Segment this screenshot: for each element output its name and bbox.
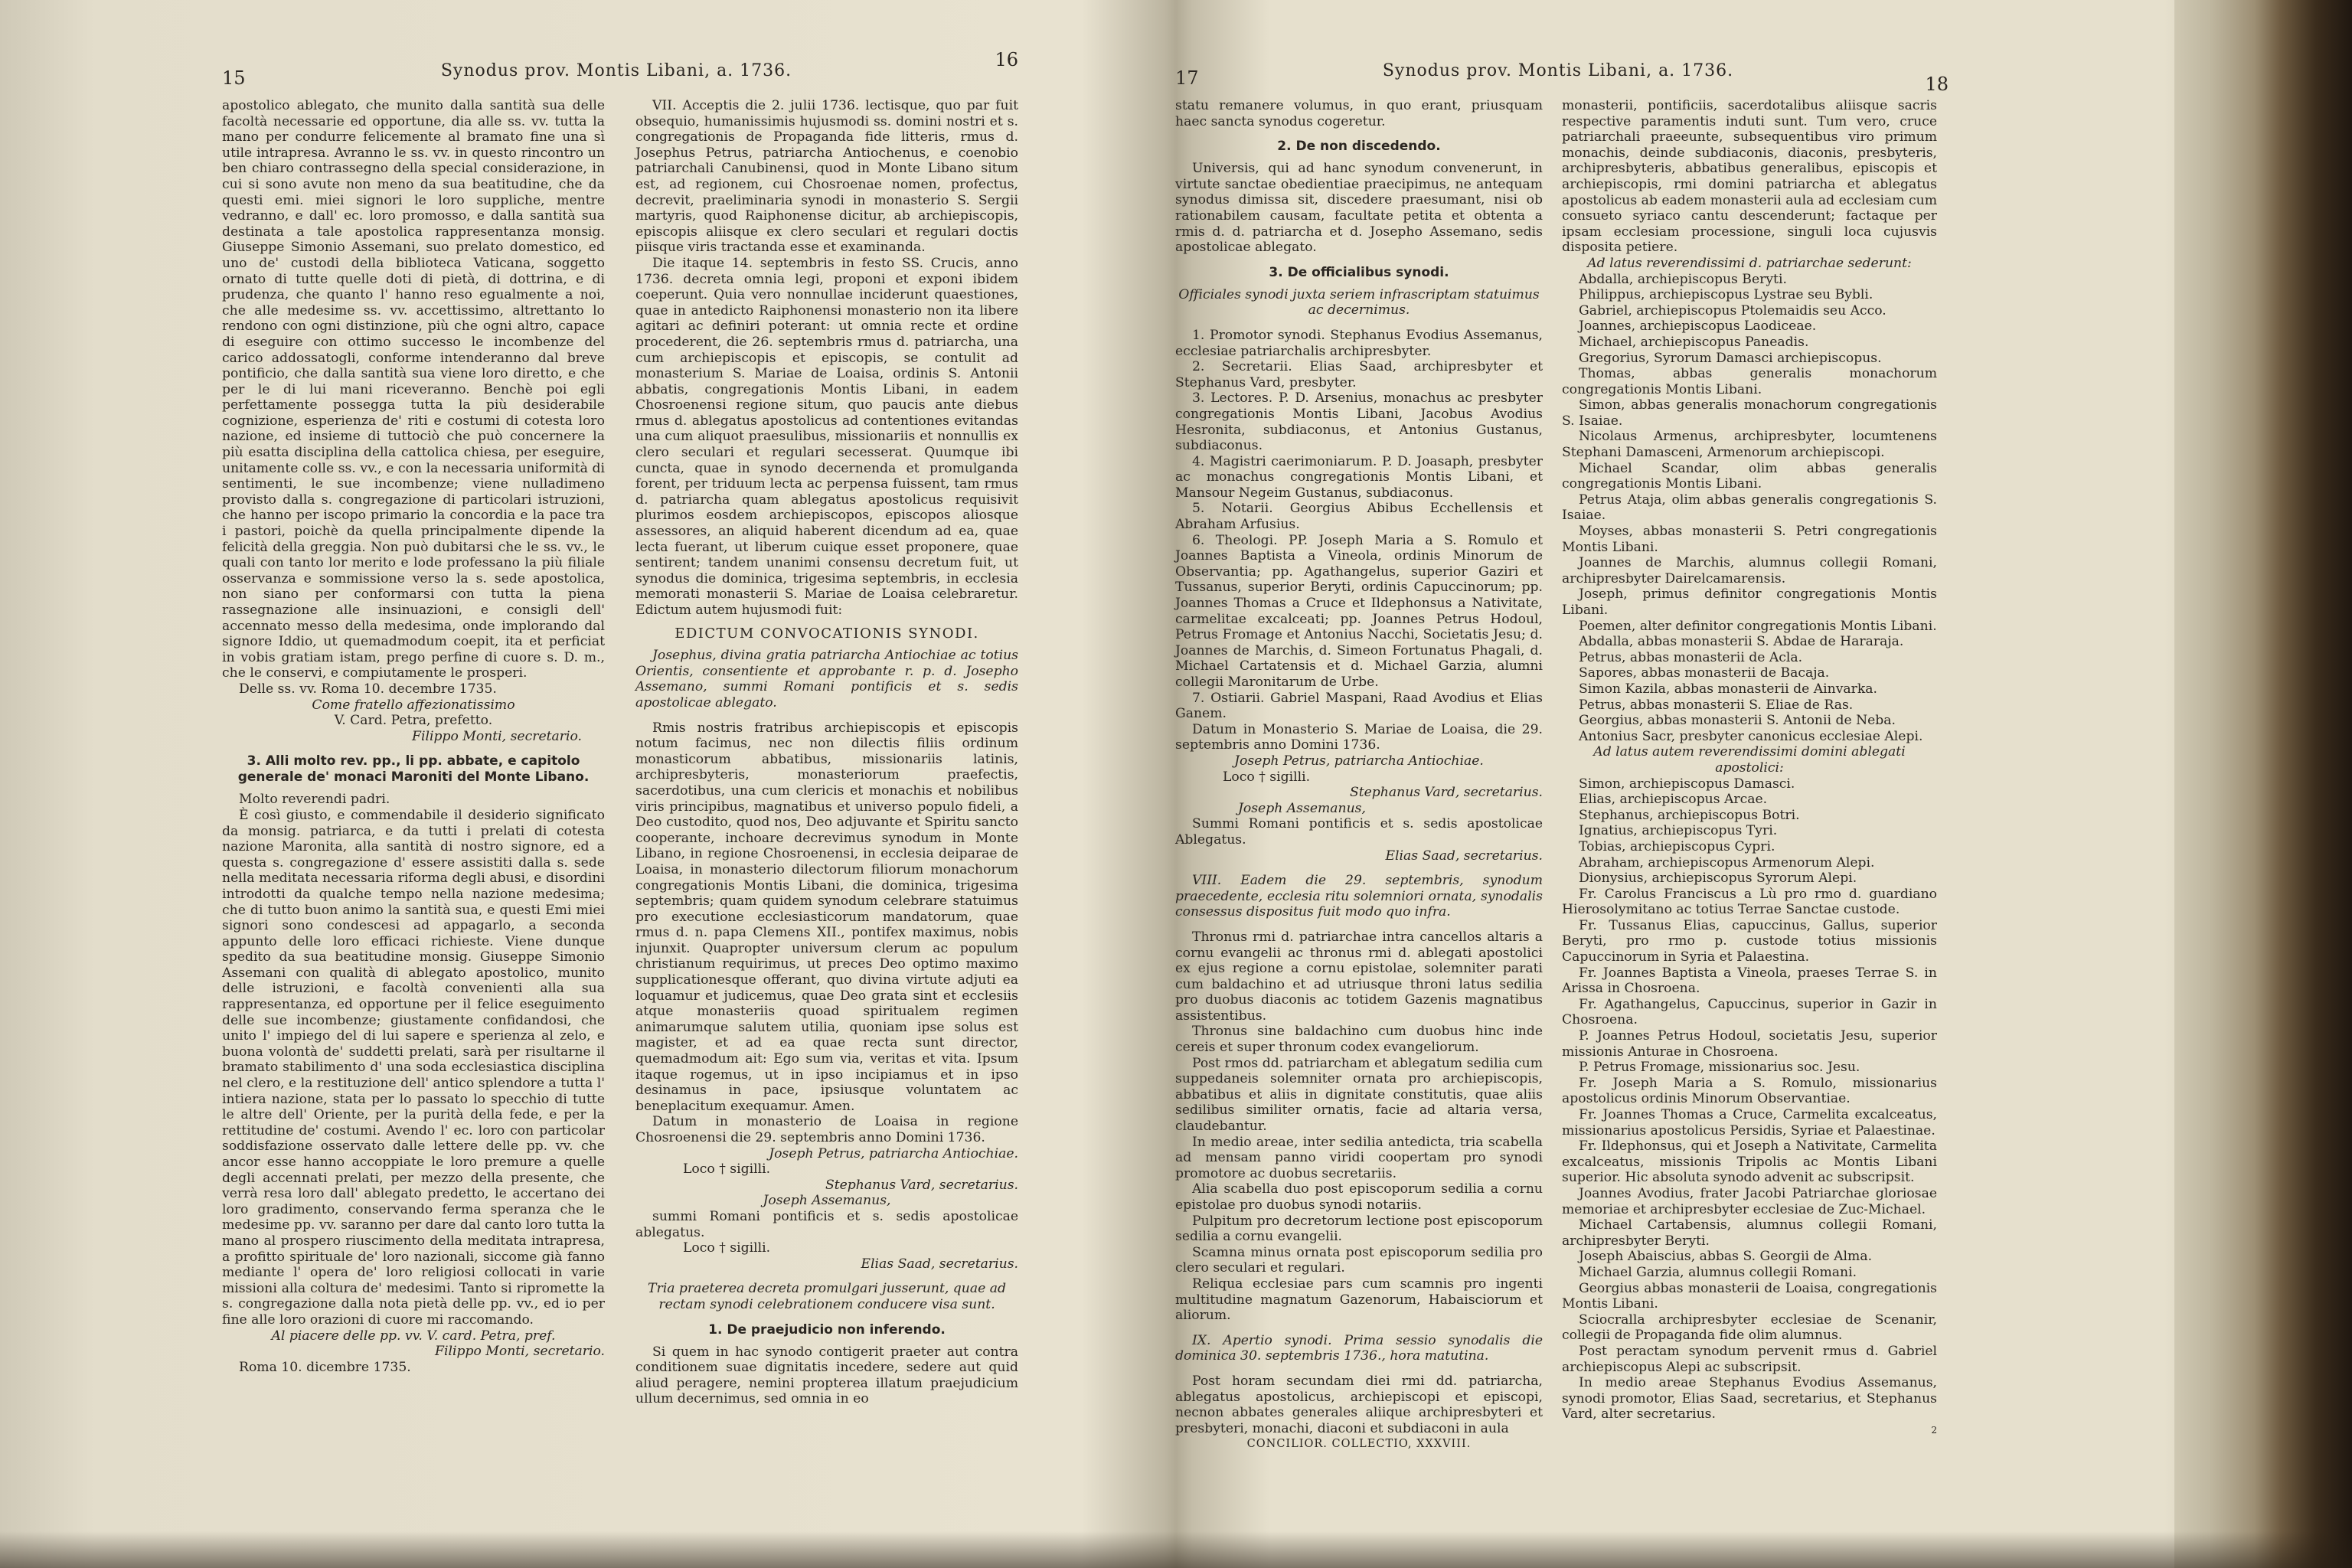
list-item: Sapores, abbas monasterii de Bacaja. xyxy=(1579,665,1830,681)
list-item: Michael Scandar, olim abbas generalis congregationis Montis Libani. xyxy=(1562,460,1937,492)
reliqua-text: Reliqua ecclesiae pars cum scamnis pro ingenti multitudine magnatum Gazenorum, Habaisciorum et aliorum. xyxy=(1175,1276,1543,1324)
list-item: Fr. Joannes Baptista a Vineola, praeses Terrae S. in Arissa in Chosroena. xyxy=(1562,965,1937,997)
list-item: Gabriel, archiepiscopus Ptolemaidis seu Acco. xyxy=(1579,302,1886,318)
list-item: Michael, archiepiscopus Paneadis. xyxy=(1579,334,1809,350)
list-item: Joseph, primus definitor congregationis Montis Libani. xyxy=(1562,586,1937,618)
list-item: Michael Garzia, alumnus collegii Romani. xyxy=(1579,1264,1857,1280)
column-16 xyxy=(635,98,1018,1407)
right-running-head xyxy=(1175,54,1949,100)
letter-3-date: Roma 10. dicembre 1735. xyxy=(239,1359,411,1375)
left-running-head xyxy=(199,49,1034,100)
official-5: 5. Notarii. Georgius Abibus Ecchellensis et Abraham Arfusius. xyxy=(1175,501,1543,533)
tria-decreta: Tria praeterea decreta promulgari jusserunt, quae ad rectam synodi celebrationem conducere visa sunt. xyxy=(648,1281,1006,1312)
running-title-left: Synodus prov. Montis Libani, a. 1736. xyxy=(440,61,792,80)
list-item: Joannes, archiepiscopus Laodiceae. xyxy=(1579,318,1817,335)
paragraph-viii: VIII. Eadem die 29. septembris, synodum praecedente, ecclesia ritu solemniori ornata, synodalis consessus dispositus fuit modo quo infra. xyxy=(1175,873,1543,920)
patriarch-side-heading: Ad latus reverendissimi d. patriarchae sederunt: xyxy=(1587,255,1912,271)
list-item: Stephanus, archiepiscopus Botri. xyxy=(1579,807,1800,823)
list-item: Sciocralla archipresbyter ecclesiae de Scenanir, collegii de Propaganda fide olim alumnus. xyxy=(1562,1312,1937,1344)
officials-sign-assemanus: Joseph Assemanus, xyxy=(1238,800,1366,816)
column-17 xyxy=(1175,98,1543,1452)
list-item: Abdalla, archiepiscopus Beryti. xyxy=(1579,271,1787,287)
list-item: Tobias, archiepiscopus Cypri. xyxy=(1579,838,1775,854)
column-18 xyxy=(1562,98,1937,1438)
list-item: Nicolaus Armenus, archipresbyter, locumtenens Stephani Damasceni, Armenorum archiepiscopi. xyxy=(1562,429,1937,461)
section-heading-3b: 3. De officialibus synodi. xyxy=(1269,264,1449,280)
page-number-18: 18 xyxy=(1925,74,1949,95)
list-item: Philippus, archiepiscopus Lystrae seu Bybli. xyxy=(1579,287,1873,303)
list-item: Fr. Tussanus Elias, capuccinus, Gallus, superior Beryti, pro rmo p. custode totius missionis Capuccinorum in Syria et Palaestina. xyxy=(1562,917,1937,965)
section-heading-1: 1. De praejudicio non inferendo. xyxy=(708,1321,946,1338)
list-item: Simon, archiepiscopus Damasci. xyxy=(1579,776,1795,792)
list-item: Poemen, alter definitor congregationis Montis Libani. xyxy=(1579,618,1937,634)
page-number-17: 17 xyxy=(1175,67,1199,89)
list-item: Post peractam synodum pervenit rmus d. Gabriel archiepiscopus Alepi ac subscripsit. xyxy=(1562,1343,1937,1375)
list-item: Petrus Ataja, olim abbas generalis congregationis S. Isaiae. xyxy=(1562,492,1937,524)
section-2-text: Universis, qui ad hanc synodum convenerunt, in virtute sanctae obedientiae praecipimus, ne antequam synodus dimissa sit, discedere praesumant, nisi ob rationabilem causam, facultate petita et obtenta a rmis d. d. patriarcha et d. Josepho Assemano, sedis apostolicae ablegato. xyxy=(1175,161,1543,256)
paragraph-ix: IX. Apertio synodi. Prima sessio synodalis die dominica 30. septembris 1736., hora matutina. xyxy=(1175,1332,1543,1364)
column-15 xyxy=(222,98,605,1375)
list-item: Simon, abbas generalis monachorum congregationis S. Isaiae. xyxy=(1562,397,1937,429)
section-heading-3: 3. Alli molto rev. pp., li pp. abbate, e capitolo generale de' monaci Maroniti del Monte Libano. xyxy=(237,753,590,786)
thronus-text: Thronus rmi d. patriarchae intra cancellos altaris a cornu evangelii ac thronus rmi d. ablegati apostolici ex ejus regione a cornu epistolae, solemniter parati cum baldachino et ad utriusque throni latus sedilia pro duobus diaconis ac totidem Gazenis magnatibus assistentibus. xyxy=(1175,929,1543,1024)
officials-subheading: Officiales synodi juxta seriem infrascriptam statuimus ac decernimus. xyxy=(1178,286,1540,318)
scamna-text: Scamna minus ornata post episcoporum sedilia pro clero seculari et regulari. xyxy=(1175,1244,1543,1276)
thronus-2-text: Thronus sine baldachino cum duobus hinc inde cereis et super thronum codex evangeliorum. xyxy=(1175,1024,1543,1056)
signature-mark: CONCILIOR. COLLECTIO, XXXVIII. xyxy=(1246,1438,1472,1451)
officials-seal: Loco † sigilli. xyxy=(1223,769,1311,785)
page-number-15: 15 xyxy=(222,67,246,89)
list-item: Gregorius, Syrorum Damasci archiepiscopus. xyxy=(1579,350,1882,366)
official-2: 2. Secretarii. Elias Saad, archipresbyter et Stephanus Vard, presbyter. xyxy=(1175,359,1543,390)
list-item: Joannes de Marchis, alumnus collegii Romani, archipresbyter Dairelcamarensis. xyxy=(1562,555,1937,586)
edict-sign-saad: Elias Saad, secretarius. xyxy=(861,1256,1018,1272)
bottom-shadow xyxy=(0,1531,2352,1568)
left-page xyxy=(199,49,1034,1508)
list-item: Elias, archiepiscopus Arcae. xyxy=(1579,792,1768,808)
edict-heading: EDICTUM CONVOCATIONIS SYNODI. xyxy=(675,625,979,642)
list-item: Georgius abbas monasterii de Loaisa, congregationis Montis Libani. xyxy=(1562,1280,1937,1312)
list-item: Fr. Ildephonsus, qui et Joseph a Nativitate, Carmelita excalceatus, missionis Tripolis ac Montis Libani superior. Hic absoluta synodo advenit ac subscripsit. xyxy=(1562,1138,1937,1186)
officials-date: Datum in Monasterio S. Mariae de Loaisa, die 29. septembris anno Domini 1736. xyxy=(1175,721,1543,753)
list-item: Abraham, archiepiscopus Armenorum Alepi. xyxy=(1579,854,1875,871)
list-item: In medio areae Stephanus Evodius Assemanus, synodi promotor, Elias Saad, secretarius, et Stephanus Vard, alter secretarius. xyxy=(1562,1375,1937,1423)
col17-top: statu remanere volumus, in quo erant, priusquam haec sancta synodus cogeretur. xyxy=(1175,98,1543,129)
edict-sign-vard: Stephanus Vard, secretarius. xyxy=(825,1177,1018,1193)
list-item: Abdalla, abbas monasterii S. Abdae de Hararaja. xyxy=(1579,634,1904,650)
ablegate-side-list xyxy=(1562,776,1937,1423)
paragraph-die: Die itaque 14. septembris in festo SS. Crucis, anno 1736. decreta omnia legi, proponi et exponi ibidem coeperunt. Quia vero nonnullae inciderunt quaestiones, quae in antedicto Raiphonensi monasterio non ita libere agitari ac definiri poterant: ut omnia recte et ordine procederent, die 26. septembris rmus d. patriarcha, una cum archiepiscopis et episcopis, se contulit ad monasterium S. Mariae de Loaisa, ordinis S. Antonii abbatis, congregationis Montis Libani, in eadem Chosroenensi regione situm, quo paucis ante diebus rmus d. ablegatus apostolicus ad contentiones evitandas una cum aliquot praesulibus, missionariis et nonnullis ex clero seculari et regulari secesserat. Quumque ibi cuncta, quae in synodo decernenda et promulganda forent, per triduum lecta ac perpensa fuissent, tam rmus d. patriarcha quam ablegatus apostolicus requisivit plurimos eosdem archiepiscopos, episcopos aliosque assessores, an aliquid haberent dicendum ad ea, quae lecta fuerant, ut liberum cuique esset proponere, quae sentirent; tandem unanimi consensu decretum fuit, ut synodus die dominica, trigesima septembris, in ecclesia memorati monasterii S. Mariae de Loaisa celebraretur. Edictum autem hujusmodi fuit: xyxy=(635,255,1018,618)
list-item: Petrus, abbas monasterii de Acla. xyxy=(1579,649,1803,665)
list-item: Petrus, abbas monasterii S. Eliae de Ras. xyxy=(1579,697,1854,713)
list-item: Michael Cartabensis, alumnus collegii Romani, archipresbyter Beryti. xyxy=(1562,1217,1937,1249)
list-item: Thomas, abbas generalis monachorum congregationis Montis Libani. xyxy=(1562,366,1937,397)
right-page xyxy=(1175,54,1949,1508)
officials-sign-assemanus-title: Summi Romani pontificis et s. sedis apostolicae Ablegatus. xyxy=(1175,816,1543,848)
edict-seal-1: Loco † sigilli. xyxy=(683,1161,771,1178)
edict-intro: Josephus, divina gratia patriarcha Antiochiae ac totius Orientis, consentiente et approbante r. p. d. Josepho Assemano, summi Romani pontificis et s. sedis apostolicae ablegato. xyxy=(635,648,1018,710)
letter-3-closing: Al piacere delle pp. vv. V. card. Petra, pref. xyxy=(271,1328,556,1344)
medio-text: In medio areae, inter sedilia antedicta, tria scabella ad mensam panno viridi coopertam pro synodi promotore ac duobus secretariis. xyxy=(1175,1134,1543,1181)
section-heading-2: 2. De non discedendo. xyxy=(1277,139,1441,155)
edict-date: Datum in monasterio de Loaisa in regione Chosroenensi die 29. septembris anno Domini 1736. xyxy=(635,1114,1018,1145)
list-item: Antonius Sacr, presbyter canonicus ecclesiae Alepi. xyxy=(1579,728,1923,744)
list-item: Dionysius, archiepiscopus Syrorum Alepi. xyxy=(1579,871,1857,887)
edict-text: Rmis nostris fratribus archiepiscopis et episcopis notum facimus, nec non dilectis filiis ordinum monasticorum abbatibus, missionariis latinis, archipresbyteris, monasteriorum praefectis, sacerdotibus, una cum clericis et monachis et nobilibus viris principibus, magnatibus et universo populo fideli, a Deo custodito, quod nos, Deo adjuvante et Spiritu sancto cooperante, inchoare decrevimus synodum in Monte Libano, in regione Chosroenensi, in ecclesia deiparae de Loaisa, in monasterio dilectorum filiorum monachorum congregationis Montis Libani, die dominica, trigesima septembris; quam quidem synodum celebrare statuimus pro executione ecclesiasticorum mandatorum, quae rmus d. n. papa Clemens XII., pontifex maximus, nobis injunxit. Quapropter universum clerum ac populum christianum requirimus, ut preces Deo optimo maximo supplicationesque offerant, quo divina virtute adjuti ea loquamur et judicemus, quae Deo grata sint et ecclesiis atque monasteriis quoad spiritualem regimen animarumque salutem utilia, quoniam ipse solus est magister, et ad ea quae recta sunt director, quemadmodum ait: Ego sum via, veritas et vita. Ipsum itaque rogemus, ut in ipso incipiamus et in ipso desinamus in pace, ipsiusque voluntatem ac beneplacitum exequamur. Amen. xyxy=(635,720,1018,1114)
list-item: P. Petrus Fromage, missionarius soc. Jesu. xyxy=(1579,1060,1860,1076)
official-4: 4. Magistri caerimoniarum. P. D. Joasaph, presbyter ac monachus congregationis Montis Libani, et Mansour Negeim Gustanus, subdiaconus. xyxy=(1175,453,1543,501)
officials-sign-patriarch: Joseph Petrus, patriarcha Antiochiae. xyxy=(1234,753,1484,769)
book-binding xyxy=(2174,0,2352,1568)
letter-text: apostolico ablegato, che munito dalla santità sua delle facoltà necessarie ed opportune, dia alle ss. vv. tutta la mano per condurre felicemente al bramato fine una sì utile intrapresa. Avranno le ss. vv. in questo rincontro un ben chiaro contrassegno della special considerazione, in cui si sono avute non meno da sua beatitudine, che da questi emi. miei signori le loro suppliche, mentre vedranno, e dall' ec. loro promosso, e dalla santità sua destinata a tale apostolica rappresentanza monsig. Giuseppe Simonio Assemani, suo prelato domestico, ed uno de' custodi della biblioteca Vaticana, soggetto ornato di tutte quelle doti di pietà, di dottrina, e di prudenza, che quanto l' hanno reso egualmente a noi, che alle medesime ss. vv. accettissimo, altrettanto lo rendono con ogni distinzione, più che ogni altro, capace di eseguire con ottimo successo le incombenze del carico addossatogli, conforme intenderanno dal breve pontificio, che dalla santità sua viene loro diretto, e che per le di lui mani riceveranno. Benchè poi egli perfettamente possegga tutta la più desiderabile cognizione, esperienza de' riti e costumi di cotesta loro nazione, ed insieme di tuttociò che può concernere la più esatta disciplina della cattolica chiesa, per eseguire, unitamente colle ss. vv., e con la necessaria uniformità di sentimenti, le sue incombenze; viene nulladimeno provisto dalla s. congregazione di particolari istruzioni, che hanno per iscopo primario la concordia e la pace tra i pastori, poichè da quella principalmente dipende la felicità della greggia. Non può dubitarsi che le ss. vv., le quali con tanto lor merito e lode professano la più filiale osservanza e sommissione verso la s. sede apostolica, non siano per conformarsi con tutta la piena rassegnazione alle insinuazioni, e consigli dell' accennato messo della medesima, onde implorando dal signore Iddio, ut quemadmodum coepit, ita et perficiat in vobis gratiam istam, prego perfine di cuore s. D. m., che le conservi, e compiutamente le prosperi. xyxy=(222,98,605,681)
edict-seal-2: Loco † sigilli. xyxy=(683,1240,771,1256)
letter-3-signature: Filippo Monti, secretario. xyxy=(435,1344,605,1360)
official-3: 3. Lectores. P. D. Arsenius, monachus ac presbyter congregationis Montis Libani, Jacobus Avodius Hesronita, subdiaconus, et Antonius Gustanus, subdiaconus. xyxy=(1175,390,1543,454)
letter-closing: Come fratello affezionatissimo xyxy=(312,697,515,713)
edict-sign-assemanus-title: summi Romani pontificis et s. sedis apostolicae ablegatus. xyxy=(635,1208,1018,1240)
section-1-text: Si quem in hac synodo contigerit praeter aut contra conditionem suae dignitatis incedere, sedere aut quid aliud peragere, nemini propterea illatum praejudicium ullum decernimus, sed omnia in eo xyxy=(635,1344,1018,1407)
col18-top: monasterii, pontificiis, sacerdotalibus aliisque sacris respective paramentis induti sunt. Tum vero, cruce patriarchali praeeunte, subsequentibus viro primum monachis, deinde subdiaconis, diaconis, presbyteris, archipresbyteris, abbatibus generalibus, episcopis et archiepiscopis, rmi domini patriarcha et ablegatus apostolicus ab eadem monasterii aula ad ecclesiam cum consueto syriaco cantu descenderunt; factaque per ipsam ecclesiam processione, singuli loca cujusvis disposita petiere. xyxy=(1562,98,1937,256)
list-item: Fr. Joannes Thomas a Cruce, Carmelita excalceatus, missionarius apostolicus Persidis, Syriae et Palaestinae. xyxy=(1562,1107,1937,1138)
post-horam-text: Post horam secundam diei rmi dd. patriarcha, ablegatus apostolicus, archiepiscopi et episcopi, necnon abbates generales aliique archipresbyteri et presbyteri, monachi, diaconi et subdiaconi in aula xyxy=(1175,1373,1543,1436)
list-item: Fr. Agathangelus, Capuccinus, superior in Gazir in Chosroena. xyxy=(1562,996,1937,1028)
ablegate-side-heading: Ad latus autem reverendissimi domini ablegati apostolici: xyxy=(1593,744,1906,776)
list-item: Joannes Avodius, frater Jacobi Patriarchae gloriosae memoriae et archipresbyter ecclesiae de Zuc-Michael. xyxy=(1562,1185,1937,1217)
running-title-right: Synodus prov. Montis Libani, a. 1736. xyxy=(1382,61,1734,80)
pulpitum-text: Pulpitum pro decretorum lectione post episcoporum sedilia a cornu evangelii. xyxy=(1175,1213,1543,1245)
list-item: Ignatius, archiepiscopus Tyri. xyxy=(1579,823,1778,839)
edict-sign-assemanus: Joseph Assemanus, xyxy=(763,1193,891,1209)
signature-monti: Filippo Monti, secretario. xyxy=(412,728,582,744)
alia-text: Alia scabella duo post episcoporum sedilia a cornu epistolae pro duobus synodi notariis. xyxy=(1175,1181,1543,1213)
official-7: 7. Ostiarii. Gabriel Maspani, Raad Avodius et Elias Ganem. xyxy=(1175,690,1543,722)
officials-sign-vard: Stephanus Vard, secretarius. xyxy=(1349,785,1543,801)
letter-date: Delle ss. vv. Roma 10. decembre 1735. xyxy=(239,681,497,697)
salutation: Molto reverendi padri. xyxy=(239,792,390,808)
list-item: Fr. Joseph Maria a S. Romulo, missionarius apostolicus ordinis Minorum Observantiae. xyxy=(1562,1075,1937,1107)
list-item: Simon Kazila, abbas monasterii de Ainvarka. xyxy=(1579,681,1877,697)
patriarch-side-list xyxy=(1562,272,1937,745)
edict-sign-patriarch: Joseph Petrus, patriarcha Antiochiae. xyxy=(769,1145,1018,1161)
list-item: Moyses, abbas monasterii S. Petri congregationis Montis Libani. xyxy=(1562,524,1937,555)
official-1: 1. Promotor synodi. Stephanus Evodius Assemanus, ecclesiae patriarchalis archipresbyter. xyxy=(1175,327,1543,359)
list-item: Fr. Carolus Franciscus a Lù pro rmo d. guardiano Hierosolymitano ac totius Terrae Sanctae custode. xyxy=(1562,886,1937,918)
page-number-16: 16 xyxy=(995,49,1018,70)
post-text: Post rmos dd. patriarcham et ablegatum sedilia cum suppedaneis solemniter ornata pro archiepiscopis, abbatibus et aliis in dignitate constitutis, quae aliis sedilibus similiter ornatis, facie ad altaria versa, claudebantur. xyxy=(1175,1055,1543,1135)
signature-petra: V. Card. Petra, prefetto. xyxy=(334,713,493,729)
official-6: 6. Theologi. PP. Joseph Maria a S. Romulo et Joannes Baptista a Vineola, ordinis Minorum de Observantia; pp. Agathangelus, superior Gaziri et Tussanus, superior Beryti, ordinis Capuccinorum; pp. Joannes Thomas a Cruce et Ildephonsus a Nativitate, carmelitae excalceati; pp. Joannes Petrus Hodoul, Petrus Fromage et Antonius Nacchi, Societatis Jesu; d. Joannes de Marchis, d. Simeon Fortunatus Phagali, d. Michael Cartatensis et d. Michael Garzia, alumni collegii Maronitarum de Urbe. xyxy=(1175,532,1543,690)
list-item: Joseph Abaiscius, abbas S. Georgii de Alma. xyxy=(1579,1249,1873,1265)
officials-sign-saad: Elias Saad, secretarius. xyxy=(1385,848,1543,864)
paragraph-vii: VII. Acceptis die 2. julii 1736. lectisque, quo par fuit obsequio, humanissimis hujusmodi ss. domini nostri et s. congregationis de Propaganda fide litteris, rmus d. Josephus Petrus, patriarcha Antiochenus, e coenobio patriarchali Canubinensi, quod in Monte Libano situm est, ad regionem, cui Chosroenae nomen, profectus, decrevit, praeliminaria synodi in monasterio S. Sergii martyris, quod Raiphonense dicitur, ab archiepiscopis, episcopis aliisque ex clero seculari et regulari doctis piisque viris tractanda esse et examinanda. xyxy=(635,98,1018,256)
footnote-mark: 2 xyxy=(1931,1424,1937,1436)
letter-3-text: È così giusto, e commendabile il desiderio significato da monsig. patriarca, e da tutti i prelati di cotesta nazione Maronita, alla santità di nostro signore, ed a questa s. congregazione d' essere assistiti dalla s. sede nella meditata necessaria riforma degli abusi, e disordini introdotti da qualche tempo nella nazione medesima; che di tutto buon animo la santità sua, e questi Emi miei signori sono condescesi ad appagarlo, a seconda appunto delle loro efficaci richieste. Viene dunque spedito da sua beatitudine monsig. Giuseppe Simonio Assemani con qualità di ablegato apostolico, munito delle istruzioni, e facoltà convenienti alla sua rappresentanza, ed opportune per il felice eseguimento delle sue incombenze; giustamente confidandosi, che unito l' impiego del di lui sapere e sperienza al zelo, e buona volontà de' suddetti prelati, sarà per risultarne il bramato stabilimento d' una soda ecclesiastica disciplina nel clero, e la restituzione dell' antico splendore a tutta l' intiera nazione, stata per lo passato lo specchio di tutte le altre dell' Oriente, per la purità della fede, e per la rettitudine de' costumi. Avendo l' ec. loro con particolar soddisfazione osservato dalle lettere delle pp. vv. che ancor esse hanno accoppiate le loro premure a quelle degli accennati prelati, per mezzo della presente, che verrà resa loro dall' ablegato predetto, le accertano dei loro gradimento, conservando ferma speranza che le medesime pp. vv. saranno per dare dal canto loro tutta la mano al prospero riuscimento della meditata intrapresa, a profitto spirituale de' loro nazionali, siccome già fanno mediante l' opera de' loro religiosi collocati in varie missioni alla coltura de' medesimi. Tanto si ripromette la s. congregazione dalla nota pietà delle pp. vv., ed io per fine alle loro orazioni di cuore mi raccomando. xyxy=(222,807,605,1328)
list-item: Georgius, abbas monasterii S. Antonii de Neba. xyxy=(1579,713,1896,729)
list-item: P. Joannes Petrus Hodoul, societatis Jesu, superior missionis Anturae in Chosroena. xyxy=(1562,1028,1937,1060)
